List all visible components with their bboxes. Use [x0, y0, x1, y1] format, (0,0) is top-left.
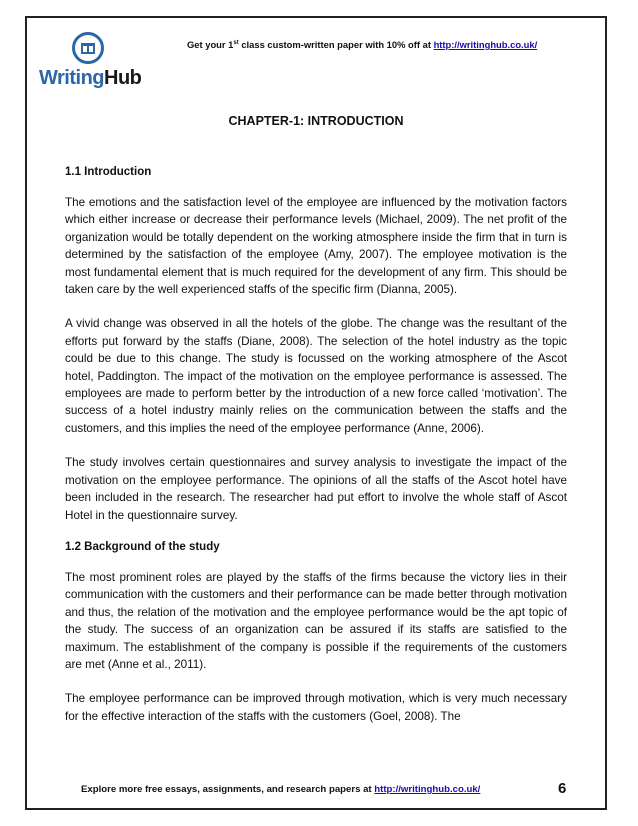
- paragraph: The study involves certain questionnaires and survey analysis to investigate the impact of the motivation on the employee performance. The opinions of all the staffs of the Ascot hotel have been included in the research. The researcher had put effort to involve the whole staff of Ascot Hotel in the questionnaire survey.: [65, 456, 567, 522]
- book-logo-icon: [72, 32, 104, 64]
- document-body: [65, 166, 567, 742]
- logo-text-writing: Writing: [39, 67, 105, 89]
- section-heading: 1.2 Background of the study: [65, 540, 220, 553]
- promo-superscript: st: [233, 39, 239, 46]
- header-promo-link[interactable]: http://writinghub.co.uk/: [433, 39, 538, 50]
- paragraph: A vivid change was observed in all the hotels of the globe. The change was the resultant of the efforts put forward by the staffs (Diane, 2008). The selection of the hotel industry as the topic could be due to this change. The study is focussed on the working atmosphere of the Ascot hotel, Paddington. The impact of the motivation on the employee performance is assessed. The employees are made to perform better by the introduction of a new force called ‘motivation’. The success of a hotel industry mainly relies on the communication between the staffs and the customers, and this implies the need of the employee performance (Anne, 2006).: [65, 317, 567, 435]
- paragraph: The most prominent roles are played by the staffs of the firms because the victory lies in their communication with the customers and their performance can be made better through motivation and thus, the relation of the motivation and the employee performance would be the apt topic of the study. The success of an organization can be assured if its staffs are satisfied to the maximum. The establishment of the company is possible if the requirements of the customers are met (Anne et al., 2011).: [65, 570, 567, 671]
- paragraph: The employee performance can be improved through motivation, which is very much necessary for the effective interaction of the staffs with the customers (Goel, 2008). The: [65, 692, 567, 723]
- logo-text-hub: Hub: [104, 67, 142, 89]
- footer-link[interactable]: http://writinghub.co.uk/: [374, 784, 481, 795]
- logo-wordmark: [39, 67, 141, 90]
- promo-prefix: Get your 1: [187, 39, 234, 50]
- footer-prefix: Explore more free essays, assignments, and research papers at: [81, 784, 375, 795]
- footer-promo: [81, 784, 480, 795]
- chapter-title: CHAPTER-1: INTRODUCTION: [228, 114, 404, 128]
- header-promo: [187, 39, 587, 50]
- writinghub-logo[interactable]: [39, 32, 149, 96]
- promo-middle: class custom-written paper with 10% off at: [238, 39, 434, 50]
- page-number: 6: [558, 780, 567, 797]
- page-frame: [25, 16, 607, 810]
- paragraph: The emotions and the satisfaction level of the employee are influenced by the motivation factors which either increase or decrease their performance levels (Michael, 2009). The net profit of the organization would be totally dependent on the working atmosphere inside the firm that in turn is determined by the satisfaction of the employee (Amy, 2007). The employee motivation is the most fundamental element that is much required for the development of any firm. This should be taken care by the well experienced staffs of the specific firm (Dianna, 2005).: [65, 196, 567, 297]
- section-heading: 1.1 Introduction: [65, 166, 152, 178]
